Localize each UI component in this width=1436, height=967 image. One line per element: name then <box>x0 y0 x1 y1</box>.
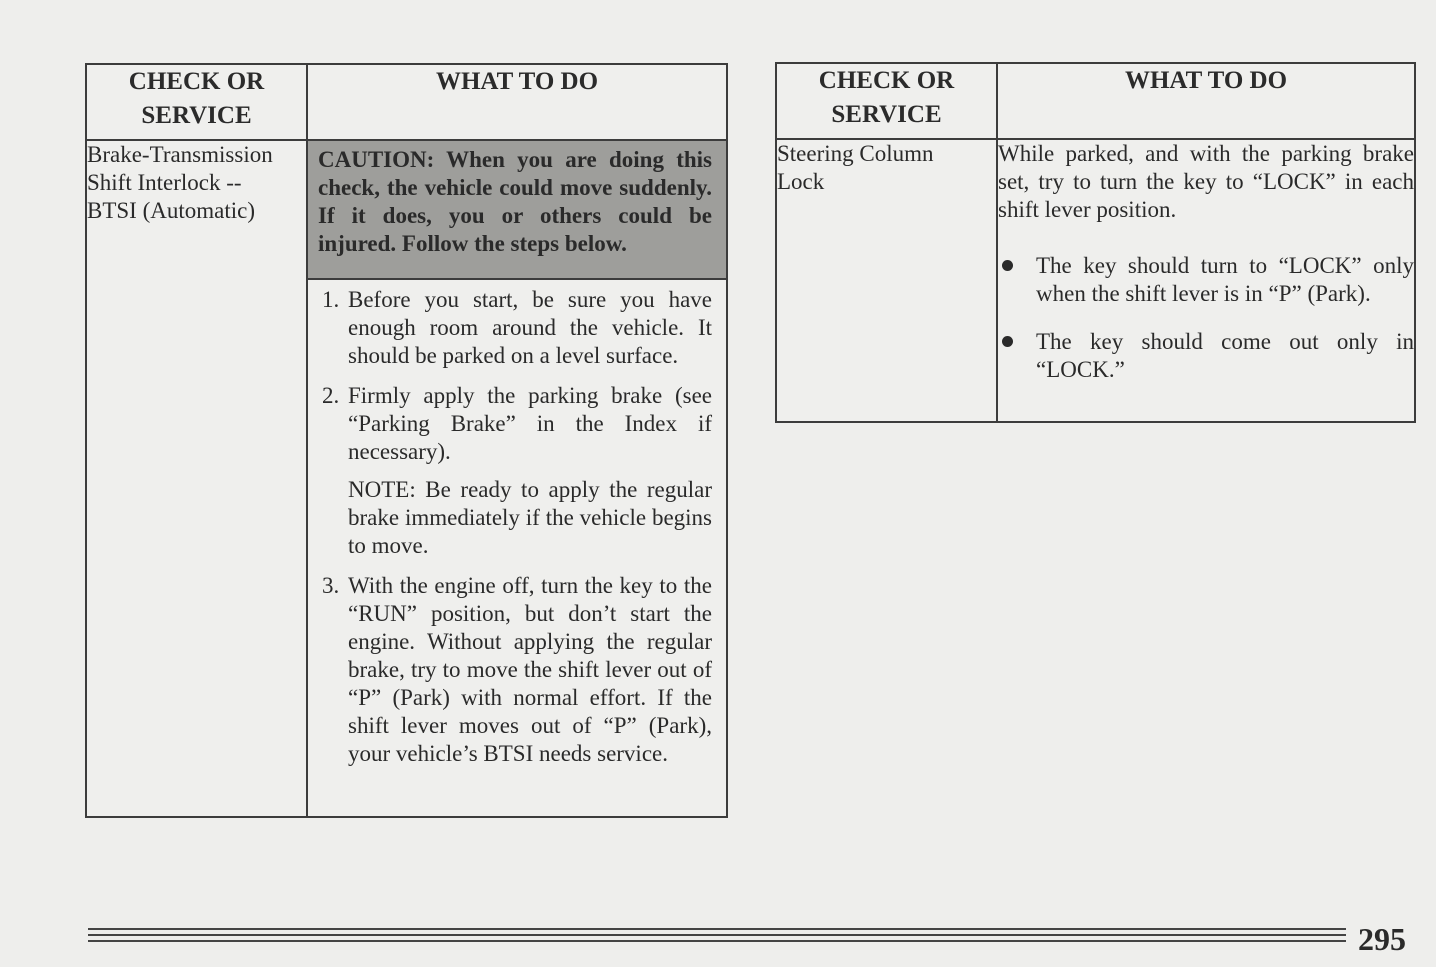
bullet-item <box>998 328 1414 384</box>
left-header-check-or-service: CHECK OR SERVICE <box>86 64 307 140</box>
step-text: Firmly apply the parking brake (see “Parking Brake” in the Index if necessary). <box>348 383 712 464</box>
intro-text: While parked, and with the parking brake set, try to turn the key to “LOCK” in each shift lever position. <box>998 141 1414 222</box>
right-todo-cell <box>997 139 1415 422</box>
left-todo-cell <box>307 140 727 817</box>
bullet-icon <box>998 252 1036 308</box>
step-text: Before you start, be sure you have enough room around the vehicle. It should be parked on a level surface. <box>348 287 712 368</box>
step-number: 3. <box>322 573 340 598</box>
bullet-text: The key should come out only in “LOCK.” <box>1036 329 1414 382</box>
step-number: 2. <box>322 383 340 408</box>
item-line: BTSI (Automatic) <box>87 198 255 223</box>
bullet-icon <box>998 328 1036 384</box>
bullet-item <box>998 252 1414 308</box>
left-header-what-to-do: WHAT TO DO <box>307 64 727 140</box>
step-item <box>322 286 712 370</box>
right-header-what-to-do: WHAT TO DO <box>997 63 1415 139</box>
step-text: With the engine off, turn the key to the “RUN” position, but don’t start the engine. Without applying the regular brake, try to move the shift lever out of “P” (Park) with normal effort. If the shift lever moves out of “P” (Park), your vehicle’s BTSI needs service. <box>348 573 712 766</box>
item-line: Steering Column <box>777 141 934 166</box>
footer-rule <box>88 928 1346 946</box>
step-item <box>322 382 712 466</box>
item-line: Shift Interlock -- <box>87 170 242 195</box>
left-item-cell <box>86 140 307 817</box>
item-line: Lock <box>777 169 825 194</box>
note-text: NOTE: Be ready to apply the regular brake immediately if the vehicle begins to move. <box>348 477 712 558</box>
steps-list <box>308 280 726 788</box>
right-check-table <box>775 62 1416 423</box>
left-check-table <box>85 63 728 818</box>
caution-box: CAUTION: When you are doing this check, the vehicle could move suddenly. If it does, you or others could be injured. Follow the steps below. <box>308 141 726 280</box>
bullet-text: The key should turn to “LOCK” only when the shift lever is in “P” (Park). <box>1036 253 1414 306</box>
step-number: 1. <box>322 287 340 312</box>
right-header-check-or-service: CHECK OR SERVICE <box>776 63 997 139</box>
right-item-cell <box>776 139 997 422</box>
page-number: 295 <box>1358 921 1406 957</box>
item-line: Brake-Transmission <box>87 142 273 167</box>
step-item <box>322 572 712 768</box>
